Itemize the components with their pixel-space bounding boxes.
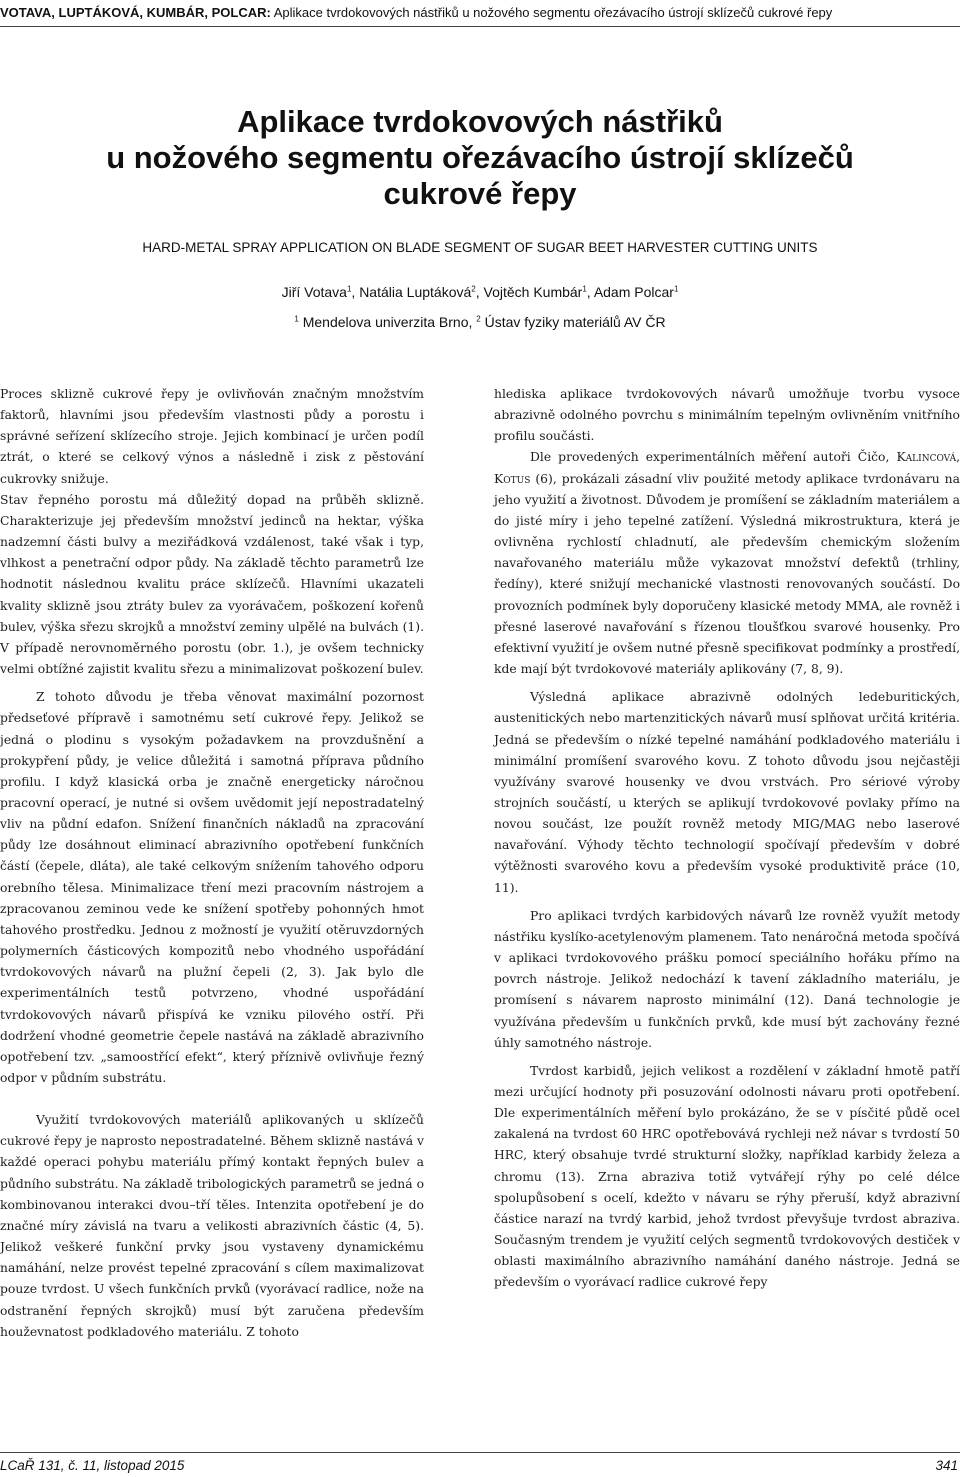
title-line-2: u nožového segmentu ořezávacího ústrojí sklízečů (106, 140, 854, 175)
paragraph (494, 447, 960, 680)
paragraph: Výsledná aplikace abrazivně odolných ledeburitických, austenitických nebo martenzitických návarů musí splňovat určitá kritéria. Jedná se především o nízké tepelné namáhání podkladového materiálu i minimální promíšení svarového kovu. Z tohoto důvodu jsou nejčastěji využívány svarové housenky ve dvou vrstvách. Pro sériové výroby strojních součástí, u kterých se aplikují tvrdokovové povlaky přímo na novou součást, lze použít rovněž metody MIG/MAG nebo laserové navařování. Výhody těchto technologií spočívají především v dobré výtěžnosti svarového kovu a především vysoké produktivitě práce (10, 11). (494, 690, 960, 895)
author-affiliation-mark: 1 (346, 284, 352, 294)
author: Jiří Votava (281, 284, 347, 300)
running-header-title: Aplikace tvrdokovových nástřiků u nožového segmentu ořezávacího ústrojí sklízečů cukrové řepy (273, 5, 833, 20)
paragraph: Pro aplikaci tvrdých karbidových návarů lze rovněž využít metody nástřiku kyslíko-acetylenovým plamenem. Tato nenáročná metoda spočívá v aplikaci tvrdokovového prášku pomocí speciálního hořáku přímo na povrch nástroje. Jelikož nedochází k tavení základního materiálu, je promísení s návarem naprosto minimální (12). Daná technologie je využívána především u funkčních prvků, kde musí být zachovány řezné úhly samotného nástroje. (494, 908, 960, 1050)
author-list (0, 284, 960, 300)
paragraph: Proces sklizně cukrové řepy je ovlivňován značným množstvím faktorů, hlavními jsou především vlastnosti půdy a porostu i správné seřízení sklízecího stroje. Jejich kombinací je určen podíl ztrát, o které se celkový výnos a následně i zisk z pěstování cukrovky snižuje. (0, 387, 424, 486)
footer-rule (0, 1452, 960, 1453)
text-run: Dle provedených experimentálních měření autoři Čičo, (530, 450, 897, 465)
running-header-authors: VOTAVA, LUPTÁKOVÁ, KUMBÁR, POLCAR: (0, 5, 271, 20)
article-title (0, 104, 960, 212)
author-affiliation-mark: 1 (582, 284, 587, 294)
affiliation-mark: 1 (294, 314, 299, 324)
paragraph: Tvrdost karbidů, jejich velikost a rozdělení v základní hmotě patří mezi určující hodnoty při posuzování odolnosti návaru proti opotřebení. Dle experimentálních měření bylo prokázáno, že se v písčité půdě ocel zakalená na tvrdost 60 HRC opotřebovává rychleji než návar s tvrdostí 50 HRC, který obsahuje tvrdé strukturní složky, například karbidy železa a chromu (13). Zrna abraziva totiž vytvářejí rýhy po celé délce spolupůsobení s ocelí, kdežto v návaru se rýhy přeruší, když abrazivní částice narazí na tvrdý karbid, jehož tvrdost převyšuje tvrdost abraziva. Současným trendem je využití celých segmentů tvrdokovových destiček v oblasti maximálního abrazivního namáhání daného nástroje. Jedná se především o vyorávací radlice cukrové řepy (494, 1063, 960, 1290)
running-header (0, 4, 960, 21)
journal-issue: LCaŘ 131, č. 11, listopad 2015 (0, 1458, 185, 1473)
affiliation-list (0, 314, 960, 330)
author-affiliation-mark: 2 (471, 284, 476, 294)
author-affiliation-mark: 1 (673, 284, 679, 294)
affiliation: Ústav fyziky materiálů AV ČR (480, 314, 666, 330)
affiliation: Mendelova univerzita Brno, (298, 314, 477, 330)
title-line-3: cukrové řepy (383, 176, 577, 211)
paragraph: Stav řepného porostu má důležitý dopad na průběh sklizně. Charakterizuje jej především množství jedinců na hektar, výška nadzemní části bulvy a meziřádková vzdálenost, také však i typ, vlhkost a penetrační odpor půdy. Na základě těchto parametrů lze hodnotit následnou kvalitu práce sklízečů. Hlavními ukazateli kvality sklizně jsou ztráty bulev za vyorávačem, poškození kořenů bulev, výška sřezu skrojků a množství zeminy ulpělé na bulvách (1). V případě nerovnoměrného porostu (obr. 1.), je ovšem technicky velmi obtížné zajistit kvalitu sřezu a minimalizovat poškození bulev. (0, 492, 424, 677)
author: Vojtěch Kumbár (483, 284, 583, 300)
right-column (494, 384, 960, 1294)
author: Adam Polcar (593, 284, 674, 300)
author-separator: , (475, 284, 484, 300)
text-run: (6), prokázali zásadní vliv použité metody aplikace tvrdonávaru na jeho využití a životnost. Důvodem je promíšení se základním materiálem a do jisté míry i jeho tepelné zatížení. Výsledná mikrostruktura, která je ovlivněna rychlostí chladnutí, ale především chemickým složením navařovaného materiálu může vykazovat množství defektů (trhliny, ředíny), které snižují mechanické vlastnosti renovovaných součástí. Do provozních podmínek byly doporučeny klasické metody MMA, ale rovněž i přesné laserové navařování s řízenou tloušťkou svarové housenky. Pro efektivní využití je ovšem nutné přesně specifikovat podmínky a prostředí, kde mají být tvrdokovové materiály aplikovány (7, 8, 9). (494, 471, 960, 677)
paragraph: hlediska aplikace tvrdokovových návarů umožňuje tvorbu vysoce abrazivně odolného povrchu s minimálním tepelným ovlivněním vnitřního profilu součásti. (494, 387, 960, 444)
author: Natália Luptáková (359, 284, 472, 300)
article-subtitle: HARD-METAL SPRAY APPLICATION ON BLADE SEGMENT OF SUGAR BEET HARVESTER CUTTING UNITS (142, 240, 818, 255)
page-number: 341 (935, 1458, 958, 1473)
header-rule (0, 26, 960, 27)
author-separator: , (586, 284, 594, 300)
paragraph: Z tohoto důvodu je třeba věnovat maximální pozornost předseťové přípravě i samotnému setí cukrové řepy. Jelikož se jedná o plodinu s vysokým požadavkem na provzdušnění a prokypření půdy, je velice důležitá i samotná příprava půdního profilu. I když klasická orba je značně energeticky náročnou pracovní operací, je nutné si ovšem uvědomit její nepostradatelný vliv na půdní edafon. Snížení finančních nákladů na zpracování půdy lze dosáhnout eliminací abrazivního opotřebení funkčních částí (čepele, dláta), ale také celkovým snížením tahového odporu orebního tělesa. Minimalizace tření mezi pracovním nástrojem a zpracovanou zeminou vede ke snížení spotřeby pohonných hmot tahového prostředku. Jednou z možností je využití otěruvzdorných polymerních částicových kompozitů nebo vhodného uspořádání tvrdokovových návarů na plužní čepeli (2, 3). Jak bylo dle experimentálních testů potvrzeno, vhodné uspořádání tvrdokovových návarů přispívá ke vzniku pilového ostří. Při dodržení vhodné geometrie čepele nastává na základě abrazivního opotřebení tzv. „samoostřící efekt“, který příznivě ovlivňuje řezný odpor v půdním substrátu. (0, 690, 424, 1085)
paragraph: Využití tvrdokovových materiálů aplikovaných u sklízečů cukrové řepy je naprosto nepostradatelné. Během sklizně nastává v každé operaci pohybu materiálu přímý kontakt řepných bulev a půdního substrátu. Na základě tribologických parametrů se jedná o kombinovanou interakci dvou–tří těles. Intenzita opotřebení je do značné míry závislá na tvaru a velikosti abrazivních částic (4, 5). Jelikož veškeré funkční prvky jsou vystaveny dynamickému namáhání, nelze provést tepelné zpracování s cílem maximalizovat pouze tvrdost. U všech funkčních prvků (vyorávací radlice, nože na odstranění řepných skrojků) musí být zaručena především houževnatost podkladového materiálu. Z tohoto (0, 1113, 424, 1339)
affiliation-mark: 2 (476, 314, 481, 324)
author-separator: , (351, 284, 360, 300)
left-column (0, 384, 424, 1343)
author-names-small-caps: Kalincová, Kotus (494, 450, 960, 486)
title-line-1: Aplikace tvrdokovových nástřiků (237, 104, 723, 139)
